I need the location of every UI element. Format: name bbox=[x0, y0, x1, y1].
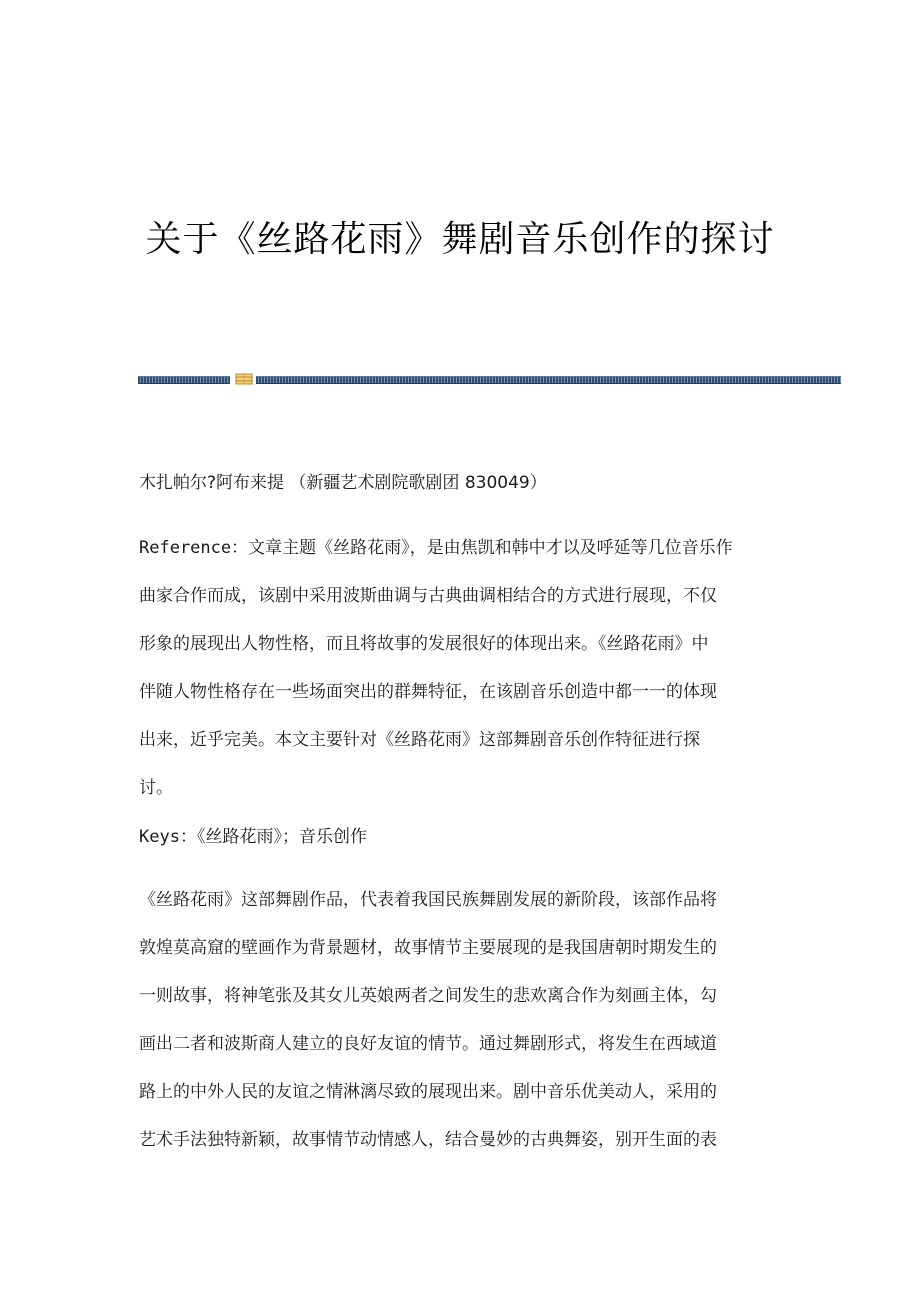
abstract-line-text: 文章主题《丝路花雨》，是由焦凯和韩中才以及呼延等几位音乐作 bbox=[248, 538, 733, 558]
abstract-line: 讨。 bbox=[139, 778, 173, 798]
divider-bar-left bbox=[138, 376, 230, 384]
author-line bbox=[139, 469, 781, 498]
body-line: 路上的中外人民的友谊之情淋漓尽致的展现出来。剧中音乐优美动人，采用的 bbox=[139, 1082, 717, 1102]
abstract-paragraph bbox=[139, 524, 781, 812]
keywords-line bbox=[139, 823, 781, 852]
keywords-label: Keys： bbox=[139, 827, 197, 847]
body-paragraph bbox=[139, 876, 781, 1164]
abstract-line: 伴随人物性格存在一些场面突出的群舞特征，在该剧音乐创造中都一一的体现 bbox=[139, 682, 717, 702]
abstract-label: Reference： bbox=[139, 538, 249, 558]
body-line: 《丝路花雨》这部舞剧作品，代表着我国民族舞剧发展的新阶段，该部作品将 bbox=[139, 890, 717, 910]
divider-bar-right bbox=[256, 376, 841, 384]
divider-ornament-icon bbox=[235, 373, 253, 385]
abstract-line bbox=[139, 524, 781, 572]
body-line: 敦煌莫高窟的壁画作为背景题材，故事情节主要展现的是我国唐朝时期发生的 bbox=[139, 938, 717, 958]
keywords-value: 《丝路花雨》；音乐创作 bbox=[196, 827, 367, 847]
author-text: 木扎帕尔?阿布来提 （新疆艺术剧院歌剧团 830049） bbox=[139, 473, 547, 493]
body-line: 画出二者和波斯商人建立的良好友谊的情节。通过舞剧形式，将发生在西域道 bbox=[139, 1034, 717, 1054]
abstract-line: 出来，近乎完美。本文主要针对《丝路花雨》这部舞剧音乐创作特征进行探 bbox=[139, 730, 700, 750]
abstract-line: 曲家合作而成，该剧中采用波斯曲调与古典曲调相结合的方式进行展现，不仅 bbox=[139, 586, 717, 606]
abstract-line: 形象的展现出人物性格，而且将故事的发展很好的体现出来。《丝路花雨》中 bbox=[139, 634, 709, 654]
document-title: 关于《丝路花雨》舞剧音乐创作的探讨 bbox=[145, 219, 775, 260]
title-divider bbox=[138, 373, 841, 385]
body-line: 艺术手法独特新颖，故事情节动情感人，结合曼妙的古典舞姿，别开生面的表 bbox=[139, 1130, 717, 1150]
body-line: 一则故事，将神笔张及其女儿英娘两者之间发生的悲欢离合作为刻画主体，勾 bbox=[139, 986, 717, 1006]
